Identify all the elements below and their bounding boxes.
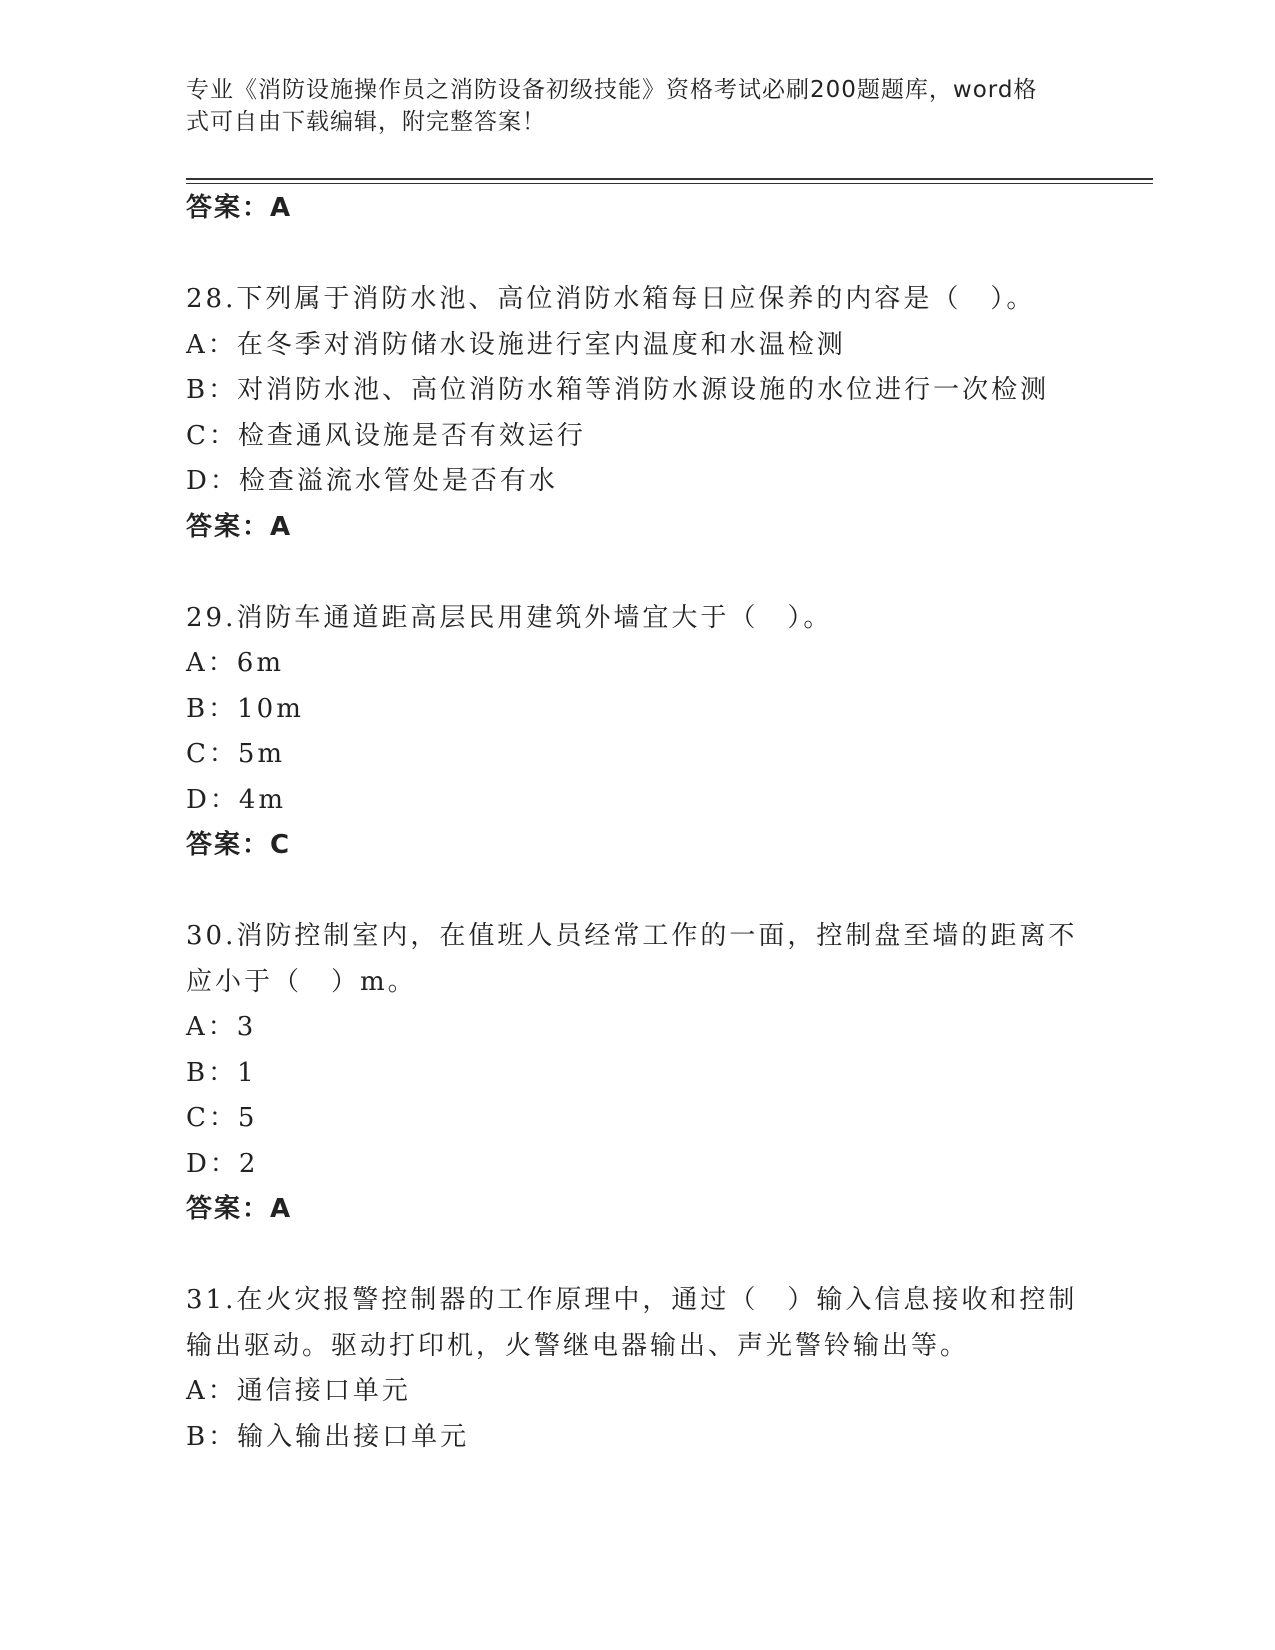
header-divider-thin bbox=[186, 183, 1153, 184]
option-c: C：检查通风设施是否有效运行 bbox=[186, 420, 586, 451]
option-c: C：5m bbox=[186, 739, 286, 769]
answer-line: 答案：A bbox=[186, 193, 293, 223]
header-line-1: 专业《消防设施操作员之消防设备初级技能》资格考试必刷200题题库，word格 bbox=[186, 77, 1038, 103]
option-d: D：4m bbox=[186, 784, 287, 815]
option-b: B：对消防水池、高位消防水箱等消防水源设施的水位进行一次检测 bbox=[186, 375, 1050, 405]
option-a: A：6m bbox=[186, 648, 284, 678]
question-stem: 28.下列属于消防水池、高位消防水箱每日应保养的内容是（ ）。 bbox=[186, 284, 1036, 314]
question-stem-continued: 输出驱动。驱动打印机，火警继电器输出、声光警铃输出等。 bbox=[186, 1330, 970, 1361]
question-31 bbox=[186, 1278, 1116, 1460]
option-d: D：2 bbox=[186, 1148, 259, 1179]
option-b: B：1 bbox=[186, 1057, 257, 1088]
header-line-2: 式可自由下载编辑，附完整答案！ bbox=[186, 109, 546, 135]
option-d: D：检查溢流水管处是否有水 bbox=[186, 466, 558, 496]
question-29 bbox=[186, 596, 1116, 869]
answer-line: 答案：A bbox=[186, 511, 293, 542]
question-stem: 30.消防控制室内，在值班人员经常工作的一面，控制盘至墙的距离不 bbox=[186, 921, 1078, 951]
document-header bbox=[186, 74, 1066, 138]
question-stem: 29.消防车通道距高层民用建筑外墙宜大于（ ）。 bbox=[186, 602, 833, 633]
question-stem-continued: 应小于（ ）m。 bbox=[186, 966, 417, 997]
header-divider bbox=[186, 178, 1153, 180]
question-list bbox=[186, 186, 1116, 1460]
option-a: A：在冬季对消防储水设施进行室内温度和水温检测 bbox=[186, 329, 846, 360]
answer-line: 答案：A bbox=[186, 1194, 293, 1224]
question-28 bbox=[186, 277, 1116, 550]
question-30 bbox=[186, 914, 1116, 1233]
option-b: B：输入输出接口单元 bbox=[186, 1421, 470, 1452]
option-a: A：通信接口单元 bbox=[186, 1376, 411, 1406]
option-c: C：5 bbox=[186, 1103, 258, 1133]
answer-line: 答案：C bbox=[186, 830, 292, 860]
option-a: A：3 bbox=[186, 1012, 257, 1042]
question-stem: 31.在火灾报警控制器的工作原理中，通过（ ）输入信息接收和控制 bbox=[186, 1285, 1078, 1315]
option-b: B：10m bbox=[186, 693, 304, 724]
